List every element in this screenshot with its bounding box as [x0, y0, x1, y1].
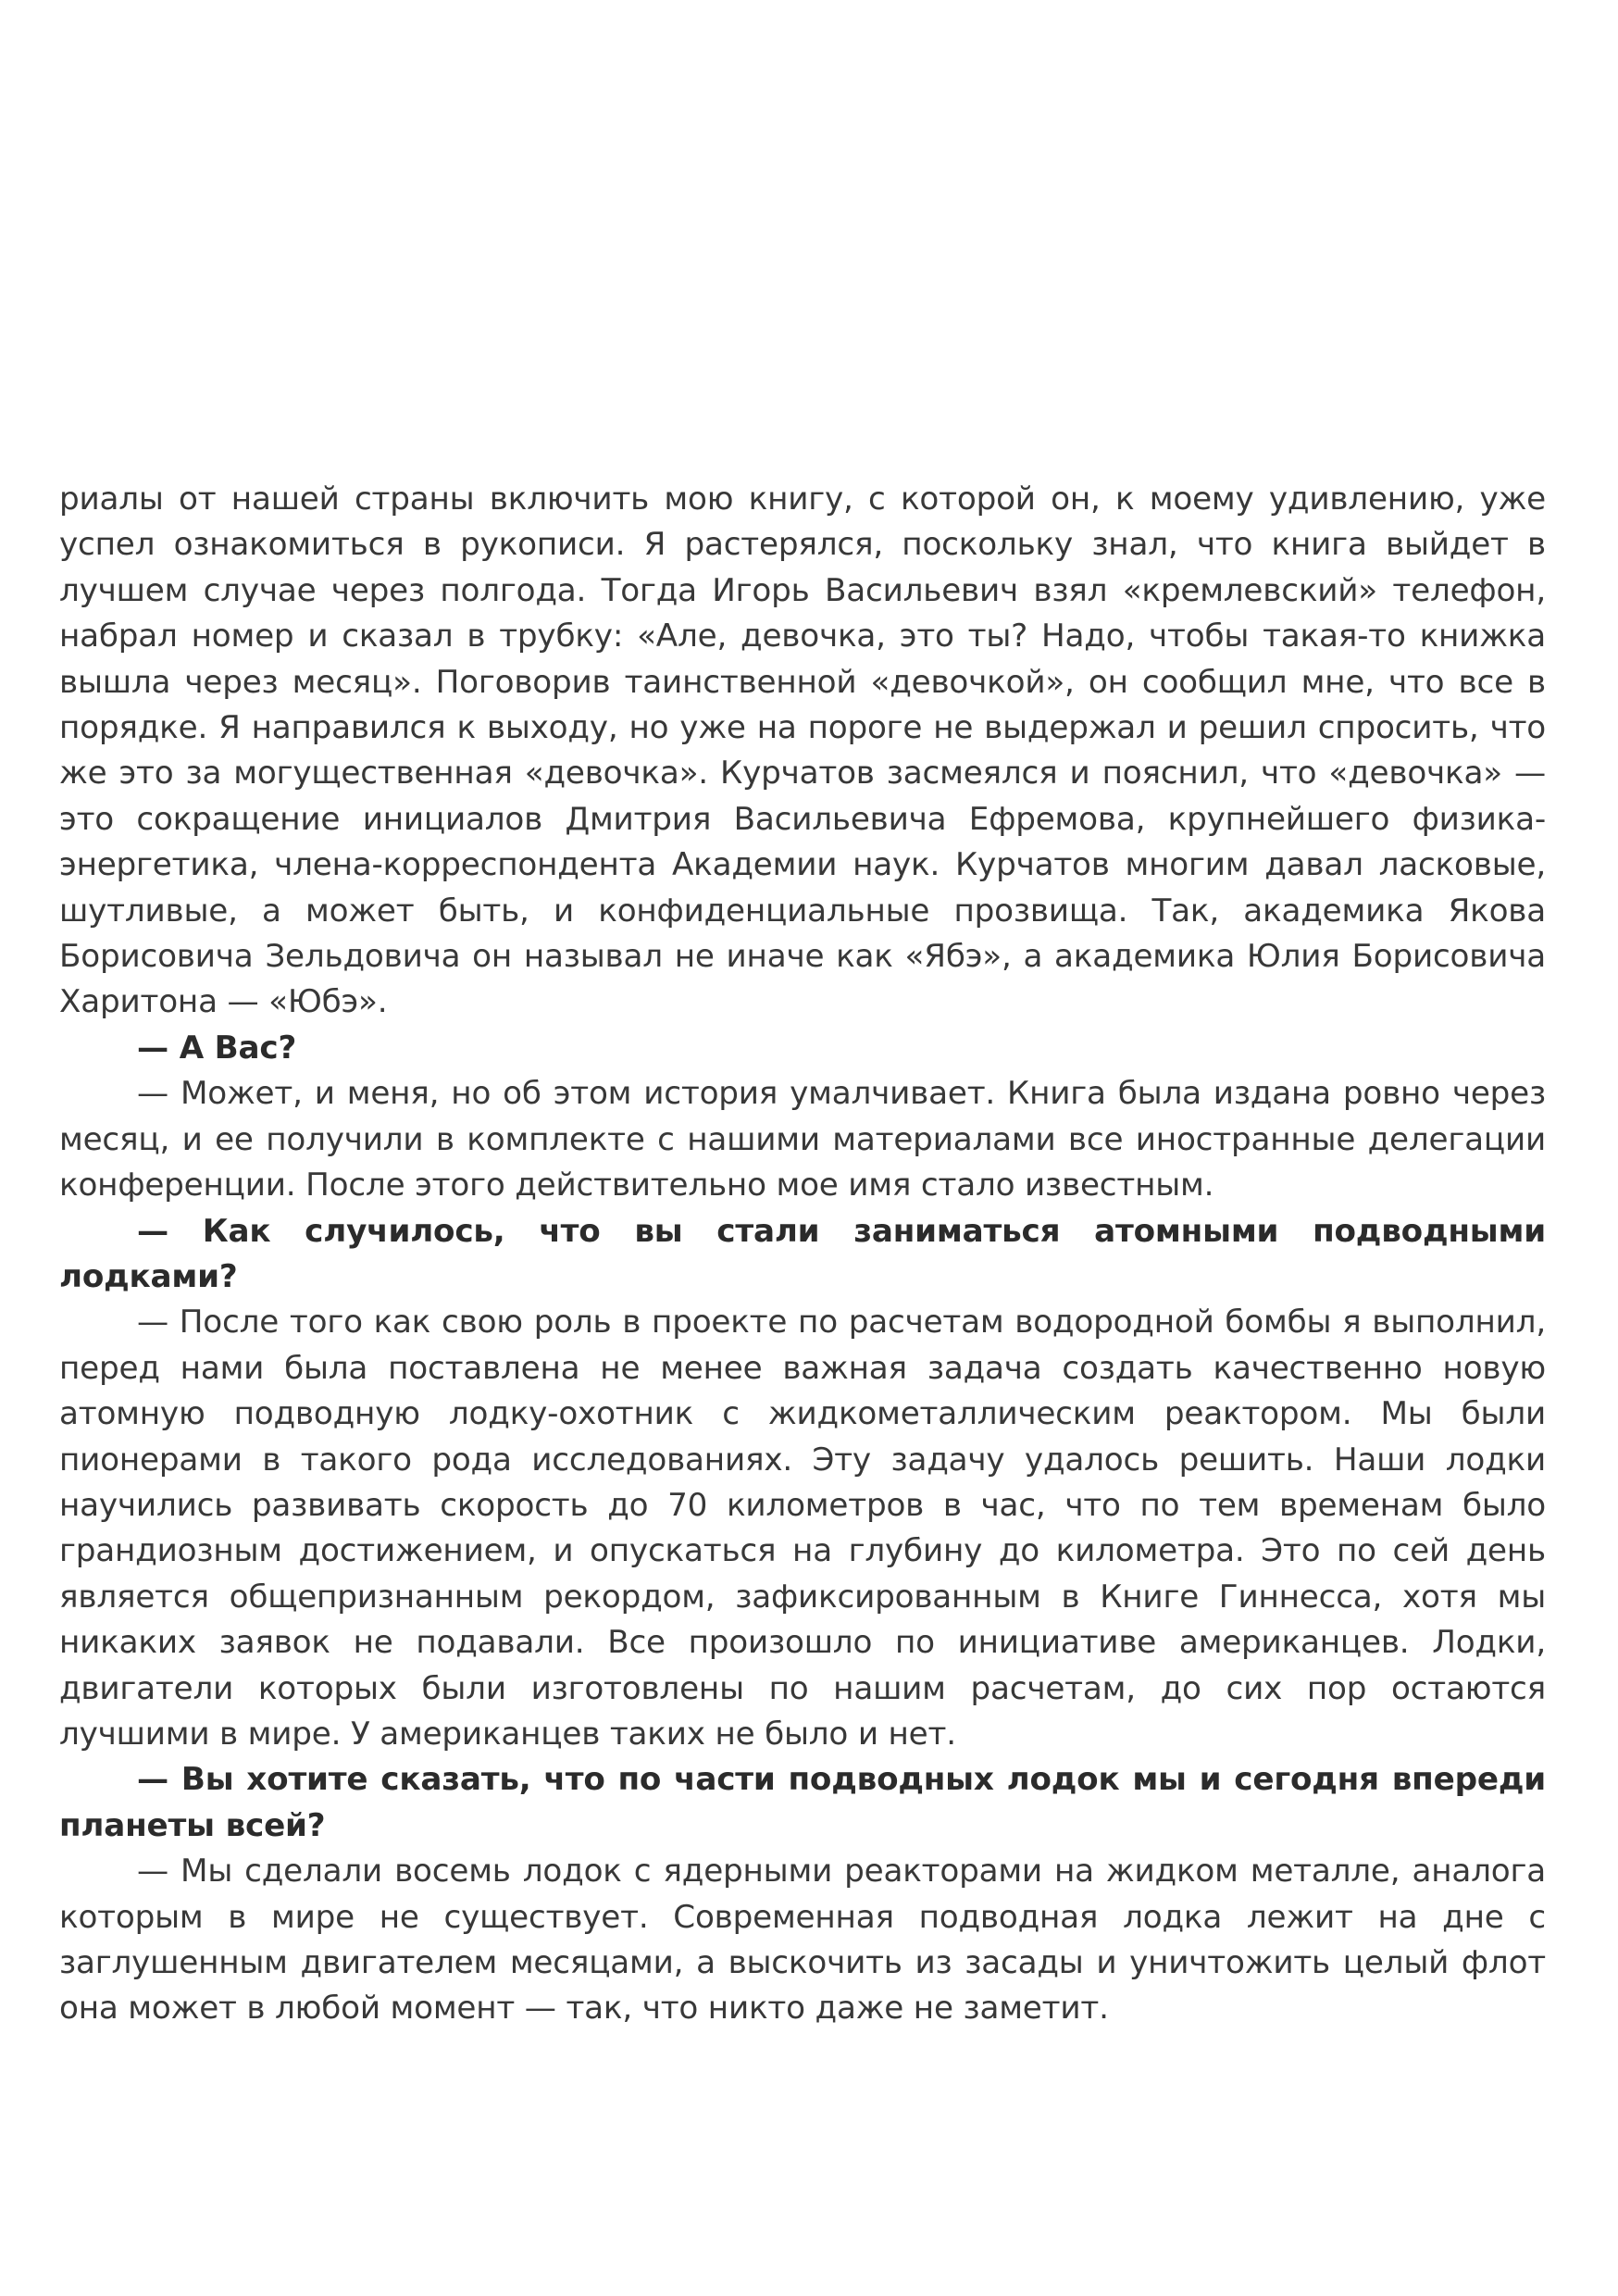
answer-1: — Может, и меня, но об этом история умалчивает. Книга была издана ровно через месяц, и ее получили в комплекте с нашими материалами все иностранные делегации конференции. После этого действительно мое имя стало известным.	[59, 1075, 1546, 1204]
answer-2: — После того как свою роль в проекте по расчетам водородной бомбы я выполнил, перед нами была поставлена не менее важная задача создать качественно новую атомную подводную лодку-охотник с жидкометаллическим реактором. Мы были пионерами в такого рода исследованиях. Эту задачу удалось решить. Наши лодки научились развивать скорость до 70 километров в час, что по тем временам было грандиозным достижением, и опускаться на глубину до километра. Это по сей день является общепризнанным рекордом, зафиксированным в Книге Гиннесса, хотя мы никаких заявок не подавали. Все произошло по инициативе американцев. Лодки, двигатели которых были изготовлены по нашим расчетам, до сих пор остаются лучшими в мире. У американцев таких не было и нет.	[59, 1304, 1546, 1753]
question-3: — Вы хотите сказать, что по части подводных лодок мы и сегодня впереди планеты всей?	[59, 1761, 1546, 1844]
answer-3: — Мы сделали восемь лодок с ядерными реакторами на жидком металле, аналога которым в мире не существует. Современная подводная лодка лежит на дне с заглушенным двигателем месяцами, а выскочить из засады и уничтожить целый флот она может в любой момент — так, что никто даже не заметит.	[59, 1853, 1546, 2028]
page-text	[59, 477, 1546, 2032]
question-1: — А Вас?	[137, 1029, 297, 1067]
paragraph-continuation: риалы от нашей страны включить мою книгу, с которой он, к моему удивлению, уже успел ознакомиться в рукописи. Я растерялся, поскольку знал, что книга выйдет в лучшем случае через полгода. Тогда Игорь Васильевич взял «кремлевский» телефон, набрал номер и сказал в трубку: «Але, девочка, это ты? Надо, чтобы такая-то книжка вышла через месяц». Поговорив таинственной «девочкой», он сообщил мне, что все в порядке. Я направился к выходу, но уже на пороге не выдержал и решил спросить, что же это за могущественная «девочка». Курчатов засмеялся и пояснил, что «девочка» — это сокращение инициалов Дмитрия Васильевича Ефремова, крупнейшего физика-энергетика, члена-корреспондента Академии наук. Курчатов многим давал ласковые, шутливые, а может быть, и конфиденциальные прозвища. Так, академика Якова Борисовича Зельдовича он называл не иначе как «Ябэ», а академика Юлия Борисовича Харитона — «Юбэ».	[59, 480, 1546, 1021]
question-2: — Как случилось, что вы стали заниматься атомными подводными лодками?	[59, 1212, 1546, 1295]
